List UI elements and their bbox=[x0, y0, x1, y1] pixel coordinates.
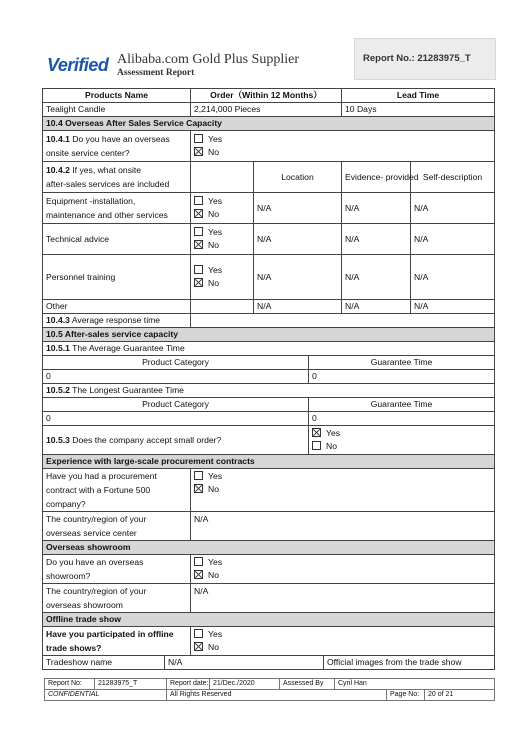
section-10-5 bbox=[43, 328, 495, 342]
answer-options: Yes No bbox=[191, 255, 254, 300]
checkbox-yes[interactable] bbox=[194, 557, 203, 566]
checkbox-yes-checked[interactable] bbox=[312, 428, 321, 437]
section-title: 10.5 After-sales service capacity bbox=[43, 328, 495, 342]
verified-logo: Verified bbox=[47, 55, 109, 75]
q-10-4-3: 10.4.3 Average response time bbox=[43, 314, 495, 328]
page-number: 20 of 21 bbox=[425, 690, 495, 701]
section-title: 10.4 Overseas After Sales Service Capacity bbox=[43, 117, 495, 131]
q-10-4-1 bbox=[43, 131, 495, 162]
col-products-name: Products Name bbox=[43, 89, 191, 103]
answer-options: Yes No bbox=[191, 131, 495, 162]
guarantee-values-2: 0 0 bbox=[43, 412, 495, 426]
answer-options: Yes No bbox=[191, 224, 254, 255]
report-header bbox=[0, 0, 530, 88]
page-footer: Report No: 21283975_T Report date: 21/Dec./2020 Assessed By Cyril Han CONFIDENTIAL All Rights Reserved Page No: 20 of 21 bbox=[44, 678, 495, 701]
section-trade-show: Offline trade show bbox=[43, 613, 495, 627]
checkbox-yes[interactable] bbox=[194, 196, 203, 205]
row-personnel-training: Personnel training Yes No N/A N/A N/A bbox=[43, 255, 495, 300]
assessment-table bbox=[42, 88, 495, 670]
checkbox-no-checked[interactable] bbox=[194, 570, 203, 579]
section-showroom: Overseas showroom bbox=[43, 541, 495, 555]
supplier-title: Alibaba.com Gold Plus Supplier bbox=[117, 52, 299, 67]
checkbox-no-checked[interactable] bbox=[194, 278, 203, 287]
q-10-5-1: 10.5.1 The Average Guarantee Time bbox=[43, 342, 495, 356]
report-number: Report No.: 21283975_T bbox=[363, 53, 471, 64]
checkbox-yes[interactable] bbox=[194, 134, 203, 143]
checkbox-no-checked[interactable] bbox=[194, 240, 203, 249]
row-tradeshow-name: Tradeshow name N/A Official images from the trade show bbox=[43, 656, 495, 670]
checkbox-yes[interactable] bbox=[194, 471, 203, 480]
guarantee-header-1: Product Category Guarantee Time bbox=[43, 356, 495, 370]
guarantee-header-2: Product Category Guarantee Time bbox=[43, 398, 495, 412]
q-service-center-region: The country/region of your overseas service center N/A bbox=[43, 512, 495, 541]
answer-options: Yes No bbox=[309, 426, 495, 455]
header-location: Location bbox=[254, 162, 342, 193]
product-name: Tealight Candle bbox=[43, 103, 191, 117]
q-10-5-3: 10.5.3 Does the company accept small order? Yes No bbox=[43, 426, 495, 455]
row-technical-advice: Technical advice Yes No N/A N/A N/A bbox=[43, 224, 495, 255]
order-quantity: 2,214,000 Pieces bbox=[191, 103, 342, 117]
col-lead-time: Lead Time bbox=[342, 89, 495, 103]
report-number-box bbox=[354, 38, 496, 80]
q-showroom-region: The country/region of your overseas showroom N/A bbox=[43, 584, 495, 613]
question: 10.4.2 If yes, what onsite after-sales services are included bbox=[43, 162, 191, 193]
col-order: Order（Within 12 Months） bbox=[191, 89, 342, 103]
answer-options: Yes No bbox=[191, 555, 495, 584]
q-trade-show: Have you participated in offline trade shows? Yes No bbox=[43, 627, 495, 656]
answer-options: Yes No bbox=[191, 469, 495, 512]
q-10-5-2: 10.5.2 The Longest Guarantee Time bbox=[43, 384, 495, 398]
order-header-row bbox=[43, 89, 495, 103]
assessment-subtitle: Assessment Report bbox=[117, 68, 195, 78]
lead-time: 10 Days bbox=[342, 103, 495, 117]
question: 10.4.1 Do you have an overseas onsite service center? bbox=[43, 131, 191, 162]
checkbox-yes[interactable] bbox=[194, 629, 203, 638]
answer-options: Yes No bbox=[191, 627, 495, 656]
guarantee-values-1: 0 0 bbox=[43, 370, 495, 384]
header-self-description: Self-description bbox=[411, 162, 495, 193]
row-equipment: Equipment -installation, maintenance and other services Yes No N/A N/A N/A bbox=[43, 193, 495, 224]
q-10-4-2 bbox=[43, 162, 495, 193]
checkbox-no[interactable] bbox=[312, 441, 321, 450]
header-evidence: Evidence- provided bbox=[342, 162, 411, 193]
q-showroom: Do you have an overseas showroom? Yes No bbox=[43, 555, 495, 584]
checkbox-no-checked[interactable] bbox=[194, 147, 203, 156]
checkbox-no-checked[interactable] bbox=[194, 484, 203, 493]
answer-options: Yes No bbox=[191, 193, 254, 224]
checkbox-yes[interactable] bbox=[194, 265, 203, 274]
q-fortune-500: Have you had a procurement contract with a Fortune 500 company? Yes No bbox=[43, 469, 495, 512]
checkbox-no-checked[interactable] bbox=[194, 209, 203, 218]
section-10-4 bbox=[43, 117, 495, 131]
checkbox-yes[interactable] bbox=[194, 227, 203, 236]
row-other: Other N/A N/A N/A bbox=[43, 300, 495, 314]
checkbox-no-checked[interactable] bbox=[194, 642, 203, 651]
order-row bbox=[43, 103, 495, 117]
section-procurement: Experience with large-scale procurement contracts bbox=[43, 455, 495, 469]
